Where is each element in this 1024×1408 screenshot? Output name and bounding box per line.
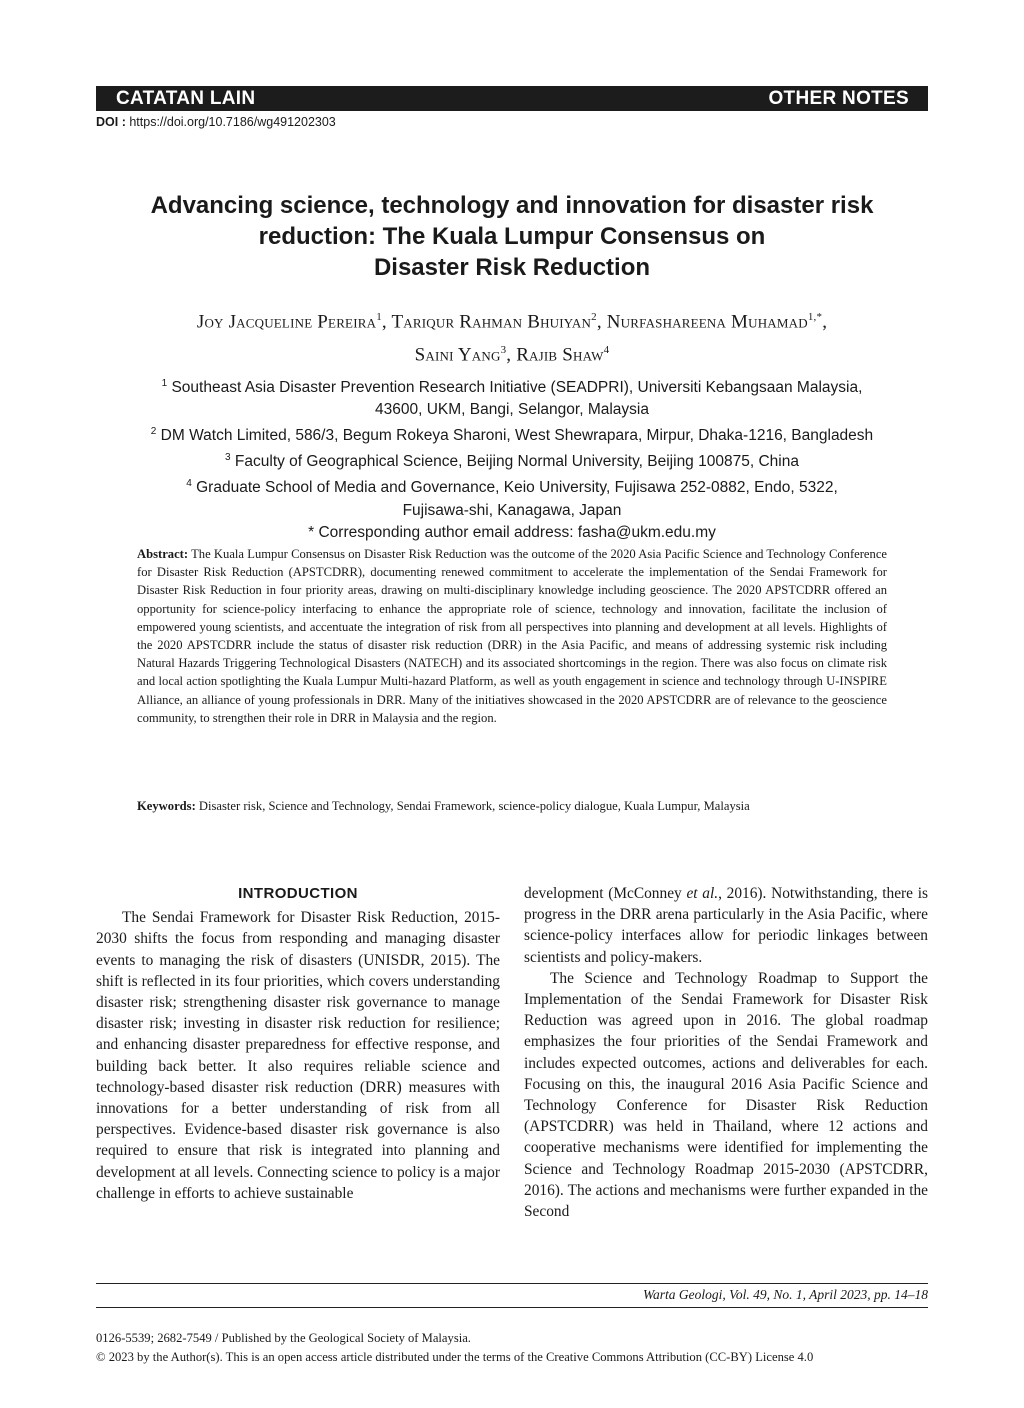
doi-line — [96, 115, 336, 129]
author-list — [96, 303, 928, 370]
affil-text: Graduate School of Media and Governance, Keio University, Fujisawa 252-0882, Endo, 5322, — [196, 479, 838, 497]
affiliation-1 — [96, 373, 928, 399]
paragraph-text: , 2016). Notwithstanding, there is progress in the DRR arena particularly in the Asia Pacific, where science-policy interfaces allow for periodic linkages between scientists and policy-makers. — [524, 885, 928, 966]
keywords — [137, 797, 887, 815]
affil-mark: 4 — [186, 478, 192, 490]
author-line-2 — [96, 336, 928, 369]
author-separator: , — [381, 311, 392, 333]
abstract — [137, 545, 887, 727]
section-label-malay: CATATAN LAIN — [116, 88, 256, 109]
author-affil-mark: 2 — [591, 311, 597, 323]
author-affil-mark: 1,* — [807, 311, 823, 323]
section-heading: INTRODUCTION — [238, 885, 358, 902]
keywords-label: Keywords: — [137, 799, 196, 813]
doi-link[interactable]: https://doi.org/10.7186/wg491202303 — [129, 115, 336, 129]
paragraph: The Sendai Framework for Disaster Risk Reduction, 2015-2030 shifts the focus from responding and managing disaster events to managing the risk of disasters (UNISDR, 2015). The shift is reflected in its four priorities, which covers understanding disaster risk; strengthening disaster risk governance to manage disaster risk; investing in disaster risk reduction for resilience; and enhancing disaster preparedness for effective response, and building back better. It also requires reliable science and technology-based disaster risk reduction (DRR) measures with innovations for a better understanding of risk from all perspectives. Evidence-based disaster risk governance is also required to ensure that risk is integrated into planning and development at all levels. Connecting science to policy is a major challenge in efforts to achieve sustainable — [96, 909, 500, 1202]
abstract-text: The Kuala Lumpur Consensus on Disaster Risk Reduction was the outcome of the 2020 Asia Pacific Science and Technology Conference for Disaster Risk Reduction (APSTCDRR), documenting renewed commitment to accelerate the implementation of the Sendai Framework for Disaster Risk Reduction in four priority areas, drawing on multi-disciplinary knowledge including geoscience. The 2020 APSTCDRR offered an opportunity for science-policy interfacing to enhance the appropriate role of science, technology and innovation, facilitate the inclusion of empowered young scientists, and accentuate the integration of risk from all perspectives into planning and development at all levels. Highlights of the 2020 APSTCDRR include the status of disaster risk reduction (DRR) in the Asia Pacific, and means of addressing systemic risk including Natural Hazards Triggering Technological Disasters (NATECH) and its associated shortcomings in the region. There was also focus on climate risk and local action spotlighting the Kuala Lumpur Multi-hazard Platform, as well as youth engagement in science and technology through U-INSPIRE Alliance, an alliance of young professionals in DRR. Many of the initiatives showcased in the 2020 APSTCDRR are of relevance to the geoscience community, to strengthen their role in DRR in Malaysia and the region. — [137, 547, 887, 725]
article-title — [96, 190, 928, 283]
affiliation-1-cont: 43600, UKM, Bangi, Selangor, Malaysia — [375, 401, 649, 419]
author-line-1 — [96, 303, 928, 336]
affiliation-4 — [96, 473, 928, 499]
footer-rule — [96, 1307, 928, 1308]
title-line-3: Disaster Risk Reduction — [373, 254, 651, 281]
author-separator: , — [506, 344, 517, 366]
affiliation-4-cont: Fujisawa-shi, Kanagawa, Japan — [402, 501, 622, 519]
affil-mark: 3 — [225, 452, 231, 464]
citation-etal: et al. — [686, 885, 719, 902]
author-name: Joy Jacqueline Pereira — [196, 311, 377, 333]
affil-text: Faculty of Geographical Science, Beijing Normal University, Beijing 100875, China — [234, 453, 799, 471]
author-separator: , — [596, 311, 607, 333]
license-line: © 2023 by the Author(s). This is an open access article distributed under the terms of the Creative Commons Attribution (CC-BY) License 4.0 — [96, 1350, 814, 1364]
affiliations — [96, 373, 928, 544]
paragraph-text: development (McConney — [524, 885, 687, 902]
body-column-right — [524, 883, 928, 1222]
author-separator: , — [822, 311, 828, 333]
affiliation-3 — [96, 447, 928, 473]
author-name: Saini Yang — [414, 344, 501, 366]
doi-label: DOI : — [96, 115, 126, 129]
affiliation-2 — [96, 421, 928, 447]
author-affil-mark: 3 — [500, 344, 507, 357]
paragraph: The Science and Technology Roadmap to Support the Implementation of the Sendai Framework for Disaster Risk Reduction was agreed upon in 2016. The global roadmap emphasizes the four priorities of the Sendai Framework and includes expected outcomes, actions and deliverables for each. Focusing on this, the inaugural 2016 Asia Pacific Science and Technology Conference for Disaster Risk Reduction (APSTCDRR) was held in Thailand, where 12 actions and cooperative mechanisms were identified for implementing the Science and Technology Roadmap 2015-2030 (APSTCDRR, 2016). The actions and mechanisms were further expanded in the Second — [524, 969, 928, 1221]
author-name: Nurfashareena Muhamad — [606, 311, 808, 333]
author-affil-mark: 4 — [603, 344, 610, 357]
journal-reference: Warta Geologi, Vol. 49, No. 1, April 2023, pp. 14–18 — [642, 1287, 928, 1302]
body-column-left — [96, 883, 500, 1204]
corresponding-author: * Corresponding author email address: fasha@ukm.edu.my — [308, 523, 716, 541]
title-line-1: Advancing science, technology and innovation for disaster risk — [150, 192, 874, 219]
section-label-english: OTHER NOTES — [768, 88, 909, 109]
affil-text: Southeast Asia Disaster Prevention Research Initiative (SEADPRI), Universiti Kebangsaan Malaysia, — [171, 379, 863, 397]
issn-line: 0126-5539; 2682-7549 / Published by the Geological Society of Malaysia. — [96, 1331, 471, 1345]
author-affil-mark: 1 — [376, 311, 382, 323]
abstract-label: Abstract: — [137, 547, 189, 561]
author-name: Tariqur Rahman Bhuiyan — [391, 311, 592, 333]
footer-rule — [96, 1283, 928, 1284]
affil-mark: 2 — [150, 426, 157, 438]
paragraph — [524, 883, 928, 968]
title-line-2: reduction: The Kuala Lumpur Consensus on — [258, 223, 766, 250]
author-name: Rajib Shaw — [516, 344, 604, 366]
keywords-text: Disaster risk, Science and Technology, Sendai Framework, science-policy dialogue, Kuala Lumpur, Malaysia — [198, 799, 750, 813]
affil-text: DM Watch Limited, 586/3, Begum Rokeya Sharoni, West Shewrapara, Mirpur, Dhaka-1216, Bangladesh — [160, 427, 874, 445]
affil-mark: 1 — [161, 378, 168, 389]
